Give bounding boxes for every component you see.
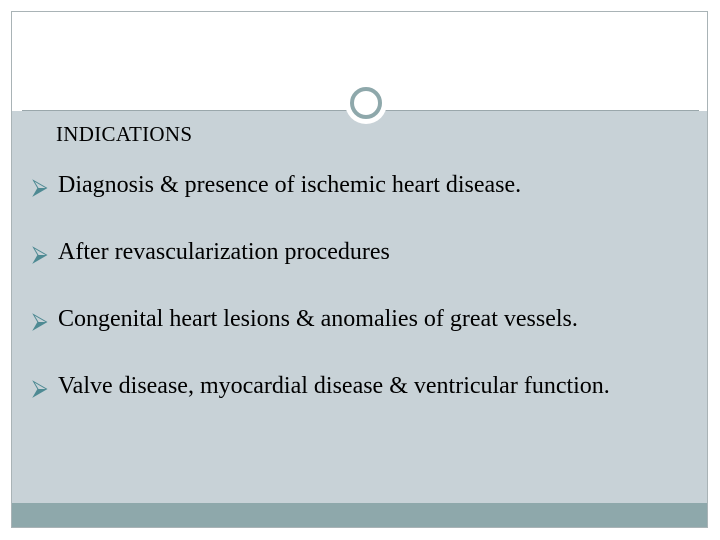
- circle-ornament: [345, 82, 387, 124]
- bullet-list: [32, 164, 672, 400]
- circle-ring: [350, 87, 382, 119]
- bullet-text: Valve disease, myocardial disease & ventricular function.: [58, 373, 610, 399]
- bullet-item: [32, 172, 672, 199]
- slide-footer-band: [12, 503, 707, 527]
- bullet-item: [32, 239, 672, 266]
- bullet-item: [32, 373, 672, 400]
- bullet-text: After revascularization procedures: [58, 239, 390, 265]
- bullet-item: [32, 306, 672, 333]
- arrow-bullet-icon: ⮚: [32, 241, 48, 266]
- bullet-text: Diagnosis & presence of ischemic heart disease.: [58, 172, 522, 198]
- slide-frame: [11, 11, 708, 528]
- bullet-text: Congenital heart lesions & anomalies of great vessels.: [58, 306, 578, 332]
- arrow-bullet-icon: ⮚: [32, 308, 48, 333]
- arrow-bullet-icon: ⮚: [32, 375, 48, 400]
- arrow-bullet-icon: ⮚: [32, 174, 48, 199]
- slide-title: INDICATIONS: [56, 122, 193, 146]
